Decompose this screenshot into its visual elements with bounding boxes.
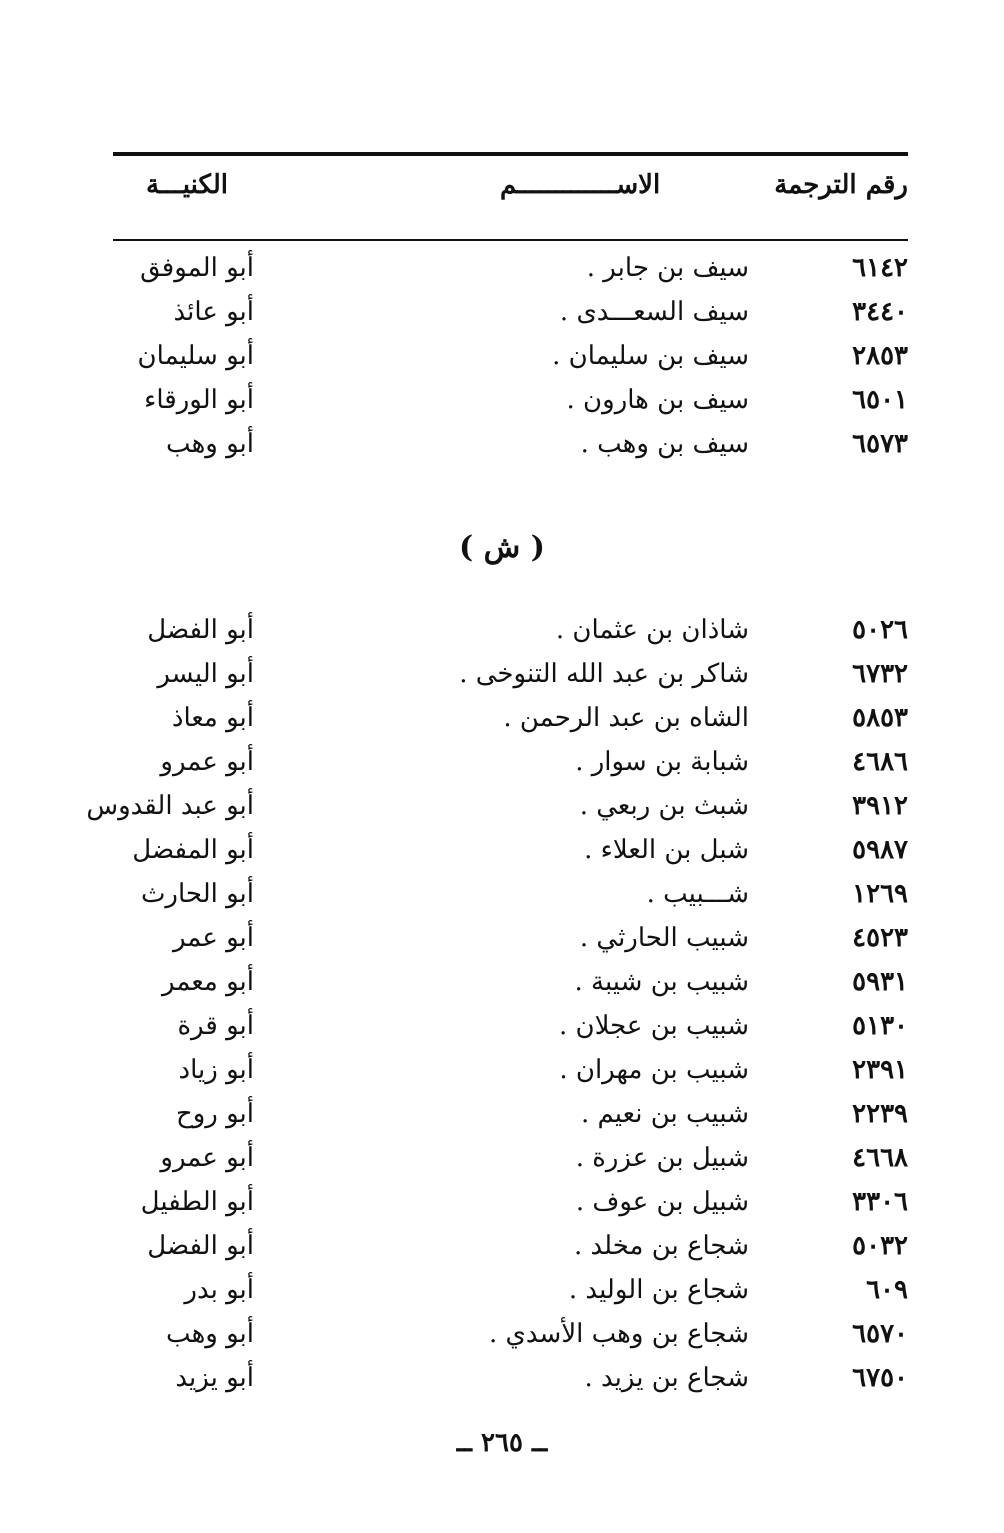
table-row: [0, 334, 1004, 378]
entry-name: شبيل بن عوف .: [575, 1187, 749, 1217]
header-rule: [113, 239, 908, 241]
entry-name: شبيل بن عزرة .: [575, 1143, 749, 1173]
entry-name: شبيب الحارثي .: [579, 923, 749, 953]
entry-kunya: أبو عمرو: [160, 1143, 254, 1173]
table-row: [0, 960, 1004, 1004]
entry-name: سيف بن هارون .: [566, 385, 749, 415]
entry-kunya: أبو معاذ: [171, 703, 254, 733]
entry-number: ٥٨٥٣: [852, 703, 908, 733]
entry-kunya: أبو روح: [175, 1099, 254, 1129]
entry-number: ٣٩١٢: [852, 791, 908, 821]
section-heading: ( ش ): [459, 530, 545, 565]
entry-kunya: أبو الفضل: [147, 615, 254, 645]
entry-number: ٤٦٨٦: [852, 747, 908, 777]
entry-number: ٥٩٨٧: [852, 835, 908, 865]
table-row: [0, 872, 1004, 916]
entry-kunya: أبو الورقاء: [144, 385, 254, 415]
entry-name: شبيب بن شيبة .: [574, 967, 749, 997]
entry-name: الشاه بن عبد الرحمن .: [503, 703, 749, 733]
entry-kunya: أبو اليسر: [157, 659, 254, 689]
entry-name: شاكر بن عبد الله التنوخى .: [459, 659, 749, 689]
entry-number: ٦٥٧٠: [852, 1319, 908, 1349]
entry-name: شبيب بن نعيم .: [580, 1099, 749, 1129]
entry-number: ٣٤٤٠: [852, 297, 908, 327]
entry-number: ٥٠٢٦: [852, 615, 908, 645]
entry-name: سيف بن وهب .: [580, 429, 749, 459]
entry-kunya: أبو وهب: [166, 429, 254, 459]
entry-number: ٣٣٠٦: [852, 1187, 908, 1217]
entry-name: شبيب بن مهران .: [559, 1055, 749, 1085]
entry-kunya: أبو سليمان: [137, 341, 254, 371]
table-row: [0, 652, 1004, 696]
table-row: [0, 246, 1004, 290]
entry-kunya: أبو وهب: [166, 1319, 254, 1349]
entry-kunya: أبو معمر: [161, 967, 254, 997]
table-row: [0, 828, 1004, 872]
table-row: [0, 1136, 1004, 1180]
table-row: [0, 608, 1004, 652]
entry-number: ٦٥٧٣: [852, 429, 908, 459]
entry-name: شجاع بن وهب الأسدي .: [489, 1319, 749, 1349]
table-row: [0, 1268, 1004, 1312]
entry-kunya: أبو عمرو: [160, 747, 254, 777]
entry-name: سيف السعـــدى .: [559, 297, 749, 327]
entry-number: ٢٣٩١: [852, 1055, 908, 1085]
top-rule: [113, 152, 908, 156]
entry-name: شبث بن ربعي .: [579, 791, 749, 821]
entry-name: شبابة بن سوار .: [575, 747, 749, 777]
table-row: [0, 1004, 1004, 1048]
entry-kunya: أبو عائذ: [173, 297, 254, 327]
table-row: [0, 784, 1004, 828]
entry-name: سيف بن سليمان .: [552, 341, 749, 371]
table-row: [0, 740, 1004, 784]
entry-number: ٦٧٣٢: [852, 659, 908, 689]
page-number: ــ ٢٦٥ ــ: [456, 1428, 548, 1458]
table-row: [0, 1356, 1004, 1400]
entry-number: ٥١٣٠: [852, 1011, 908, 1041]
entry-kunya: أبو الحارث: [140, 879, 254, 909]
entry-kunya: أبو الفضل: [147, 1231, 254, 1261]
column-header-kunya: الكنيـــة: [146, 170, 228, 200]
column-header-name: الاســـــــــــــم: [500, 170, 661, 200]
entry-name: شجاع بن الوليد .: [568, 1275, 749, 1305]
entry-kunya: أبو المفضل: [132, 835, 254, 865]
table-row: [0, 916, 1004, 960]
entry-number: ٢٨٥٣: [852, 341, 908, 371]
entry-name: شجاع بن مخلد .: [573, 1231, 749, 1261]
column-header-number: رقم الترجمة: [774, 170, 908, 200]
entry-kunya: أبو الطفيل: [140, 1187, 254, 1217]
entry-number: ٢٢٣٩: [852, 1099, 908, 1129]
entry-number: ٦٥٠١: [852, 385, 908, 415]
entry-number: ٦٧٥٠: [852, 1363, 908, 1393]
entry-number: ٦٠٩: [866, 1275, 908, 1305]
table-row: [0, 1092, 1004, 1136]
entry-kunya: أبو قرة: [177, 1011, 254, 1041]
entry-name: شجاع بن يزيد .: [584, 1363, 749, 1393]
table-row: [0, 378, 1004, 422]
entry-name: شـــبيب .: [646, 879, 749, 909]
table-row: [0, 422, 1004, 466]
entry-kunya: أبو عمر: [172, 923, 254, 953]
entry-number: ١٢٦٩: [852, 879, 908, 909]
entry-kunya: أبو عبد القدوس: [86, 791, 254, 821]
table-row: [0, 1048, 1004, 1092]
entry-kunya: أبو الموفق: [140, 253, 254, 283]
table-row: [0, 1312, 1004, 1356]
entry-kunya: أبو بدر: [184, 1275, 254, 1305]
entry-kunya: أبو زياد: [178, 1055, 254, 1085]
table-row: [0, 290, 1004, 334]
entry-name: شاذان بن عثمان .: [555, 615, 749, 645]
table-row: [0, 1224, 1004, 1268]
entry-name: شبيب بن عجلان .: [559, 1011, 749, 1041]
entry-number: ٤٦٦٨: [852, 1143, 908, 1173]
entry-number: ٦١٤٢: [852, 253, 908, 283]
entry-number: ٥٠٣٢: [852, 1231, 908, 1261]
entry-name: شبل بن العلاء .: [584, 835, 749, 865]
entry-kunya: أبو يزيد: [175, 1363, 254, 1393]
entry-number: ٥٩٣١: [852, 967, 908, 997]
table-row: [0, 696, 1004, 740]
entry-name: سيف بن جابر .: [586, 253, 749, 283]
entry-number: ٤٥٢٣: [852, 923, 908, 953]
table-row: [0, 1180, 1004, 1224]
